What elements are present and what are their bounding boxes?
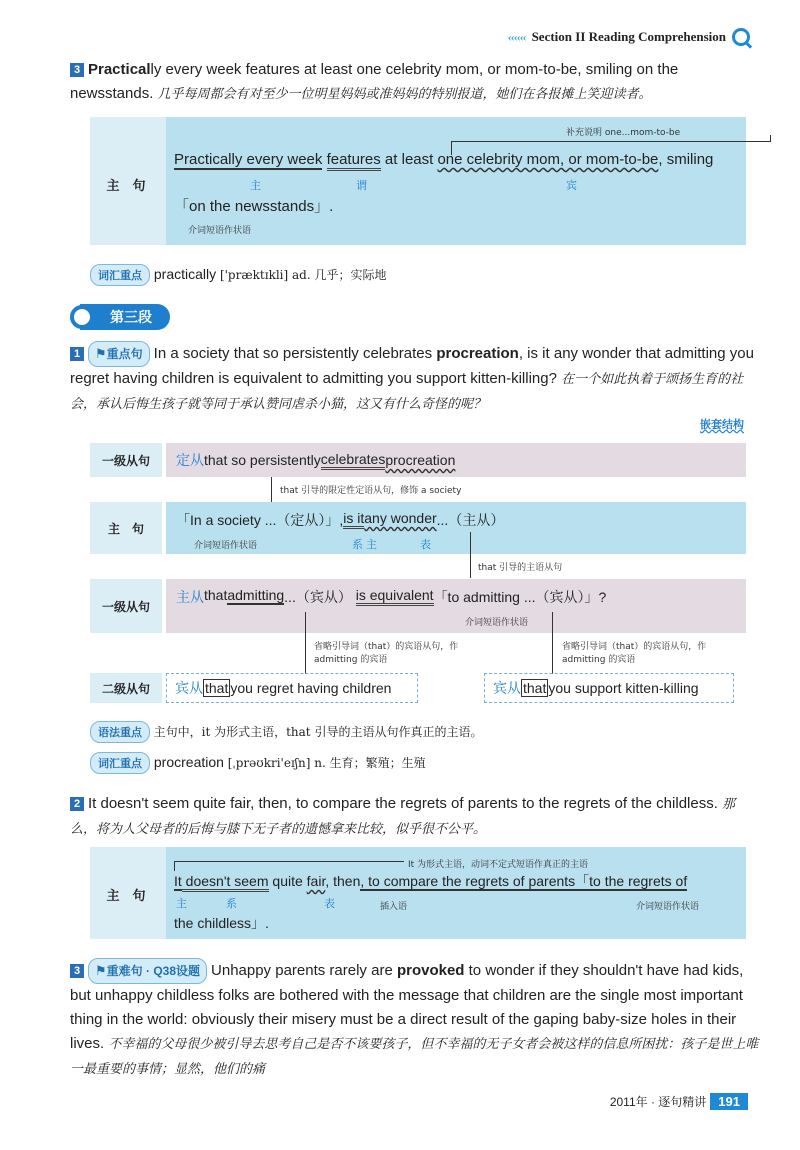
- arrows-icon: ‹‹‹‹‹‹: [507, 29, 526, 44]
- predicate: celebrates: [321, 451, 386, 470]
- annotation: 介词短语作状语: [194, 541, 258, 551]
- sentence-3b: [70, 958, 760, 1082]
- prep-phrase: 「In a society ...（定从）」,: [176, 512, 344, 528]
- grammar-text: 主句中，it 为形式主语，that 引导的主语从句作真正的主语。: [153, 725, 483, 739]
- row-label: 一级从句: [90, 579, 162, 633]
- label-subject: 主: [250, 180, 261, 192]
- footer-label: 2011年 · 逐句精讲: [609, 1095, 707, 1109]
- sentence-1: [70, 341, 760, 417]
- text-fragment: quite: [268, 873, 307, 889]
- header-title: Section II Reading Comprehension: [531, 29, 726, 44]
- row-label: 主 句: [90, 502, 162, 554]
- flag-icon: ⚑: [95, 346, 107, 361]
- vocab-word: practically: [153, 266, 217, 282]
- keyword: procreation: [436, 345, 519, 362]
- annotation: 省略引导词（that）的宾语从句，作 admitting 的宾语: [314, 642, 459, 665]
- badge-label: 重点句: [106, 347, 143, 361]
- row-content: [166, 443, 746, 477]
- analysis-content: [166, 117, 746, 245]
- real-subject: , to compare the regrets of parents「to the regrets of: [360, 873, 688, 889]
- predicative: any wonder: [364, 510, 437, 526]
- parenthetical: , then: [325, 873, 361, 889]
- annotation: It 为形式主语，动词不定式短语作真正的主语: [408, 860, 589, 870]
- clause-text: you regret having children: [230, 680, 392, 696]
- sentence-text: It doesn't seem quite fair, then, to compare the regrets of parents to the regrets of the childless.: [88, 795, 718, 812]
- link-verb: doesn't seem: [182, 873, 269, 892]
- sentence-line-2: 「on the newsstands」.: [174, 198, 334, 215]
- grammar-pill: 语法重点: [90, 721, 150, 743]
- translation: 那么，将为人父母者的后悔与膝下无子者的遗憾拿来比较，似乎很不公平。: [70, 797, 736, 837]
- sentence-number: 3: [70, 63, 84, 77]
- sentence-text-2: , is it any wonder that admitting you regret having children is equivalent to admitting you support kitten-killing?: [70, 345, 754, 387]
- omitted-that: that: [205, 680, 229, 696]
- clause-ref: ...（宾从）: [284, 589, 352, 605]
- sentence-text: Unhappy parents rarely are: [211, 962, 397, 979]
- text-fragment: at least: [380, 151, 438, 168]
- clause-type: 宾从: [175, 680, 203, 696]
- clause-text: that so persistently: [204, 452, 321, 468]
- label-subject: 主: [176, 898, 187, 910]
- analysis-box: [90, 117, 746, 245]
- label-predicative: 表: [420, 539, 431, 551]
- row-content: [166, 579, 746, 633]
- label-predicative: 表: [324, 898, 335, 910]
- clause-type: 主从: [176, 589, 204, 605]
- sentence-text-2: to wonder if they shouldn't have had kids, but unhappy childless folks are bothered with the message that children are the single most important thing in the world: obviously their misery must be a direct result of the gaping baby-size holes in their lives.: [70, 962, 744, 1052]
- annotation: that 引导的主语从句: [478, 563, 563, 573]
- annotation: 省略引导词（that）的宾语从句，作 admitting 的宾语: [562, 642, 707, 665]
- translation: 不幸福的父母很少被引导去思考自己是否不该要孩子，但不幸福的无子女者会被这样的信息所困扰：孩子是世上唯一最重要的事情；显然，他们的痛: [70, 1037, 759, 1077]
- key-sentence-badge: [88, 341, 150, 367]
- annotation: 介词短语作状语: [465, 618, 529, 628]
- label-link-subject: 系 主: [352, 539, 378, 551]
- analysis-box: [90, 847, 746, 939]
- label-parenthetical: 插入语: [380, 902, 408, 912]
- annotation: 补充说明 one...mom-to-be: [566, 128, 681, 138]
- participle: , smiling: [658, 151, 714, 168]
- predicate: is equivalent: [356, 587, 434, 606]
- annotation: 介词短语作状语: [188, 226, 252, 236]
- flag-icon: ⚑: [95, 963, 107, 978]
- vocab-word: procreation: [153, 754, 224, 770]
- sentence-text: In a society that so persistently celebrates: [153, 345, 437, 362]
- page-number: 191: [710, 1093, 748, 1110]
- predicate: features: [327, 151, 381, 171]
- prep-phrase: 「to admitting ...（宾从）」?: [433, 589, 607, 605]
- sentence-number: 2: [70, 797, 84, 811]
- sentence-number: 1: [70, 347, 84, 361]
- subject: It: [174, 873, 182, 889]
- clause-text: you support kitten-killing: [548, 680, 699, 696]
- label-object: 宾: [566, 180, 577, 192]
- magnifier-icon: [70, 305, 94, 329]
- section-title: 第三段: [80, 304, 170, 330]
- translation: 几乎每周都会有对至少一位明星妈妈或准妈妈的特别报道，她们在各报摊上笑迎读者。: [153, 87, 652, 102]
- subject: Practically every week: [174, 151, 323, 168]
- difficult-sentence-badge: [88, 958, 207, 984]
- subject: admitting: [227, 587, 285, 603]
- section-header: [70, 304, 170, 330]
- predicative: fair: [306, 873, 326, 889]
- vocab-pill: 词汇重点: [90, 264, 150, 286]
- label-link: 系: [226, 898, 237, 910]
- sentence-text: ly every week features at least one celebrity mom, or mom-to-be, smiling on the newsstands.: [70, 61, 679, 102]
- label-predicate: 谓: [356, 180, 367, 192]
- omitted-that: that: [523, 680, 547, 696]
- predicate: is it: [343, 510, 364, 529]
- page-footer: [610, 1093, 748, 1110]
- clause-ref: ...（主从）: [436, 512, 505, 528]
- clause-type: 定从: [176, 452, 204, 468]
- translation: 在一个如此执着于颂扬生育的社会，承认后悔生孩子就等同于承认赞同虐杀小猫，这又有什么奇怪的呢？: [70, 372, 744, 412]
- badge-label: 重难句 · Q38设题: [106, 964, 201, 978]
- box-label: 主 句: [106, 178, 146, 193]
- object: one celebrity mom, or mom-to-be: [437, 151, 659, 168]
- vocab-pill: 词汇重点: [90, 752, 150, 774]
- row-clause-1: [90, 443, 746, 477]
- page-header: [508, 28, 750, 46]
- row-clause-1b: [90, 579, 746, 633]
- vocab-line: [90, 752, 426, 774]
- annotation: 介词短语作状语: [636, 902, 700, 912]
- clause-type: 宾从: [493, 680, 521, 696]
- row-label: 二级从句: [90, 673, 162, 703]
- vocab-def: [ˌprəʊkri'eɪʃn] n. 生育；繁殖；生殖: [223, 756, 426, 770]
- sentence-2: [70, 792, 760, 842]
- vocab-line: [90, 264, 386, 286]
- sentence-3: [70, 58, 760, 107]
- object-clause-b: [484, 673, 734, 703]
- sentence-number: 3: [70, 964, 84, 978]
- sentence-line-2: the childless」.: [174, 915, 269, 931]
- vocab-def: ['præktɪkli] ad. 几乎；实际地: [216, 268, 387, 282]
- row-main: [90, 502, 746, 554]
- keyword: provoked: [396, 962, 465, 979]
- annotation: that 引导的限定性定语从句，修饰 a society: [280, 486, 462, 496]
- object-clause-a: [166, 673, 418, 703]
- sentence-line: [174, 871, 687, 891]
- box-label: 主 句: [106, 888, 146, 903]
- analysis-content: [166, 847, 746, 939]
- sentence-line: [174, 151, 713, 168]
- clause-text: that: [204, 587, 228, 603]
- q-logo-icon: [732, 28, 750, 46]
- grammar-line: [90, 721, 482, 743]
- object: procreation: [385, 452, 456, 468]
- keyword: Practical: [88, 61, 151, 78]
- nested-structure-label: 嵌套结构: [700, 419, 744, 431]
- row-label: 一级从句: [90, 443, 162, 477]
